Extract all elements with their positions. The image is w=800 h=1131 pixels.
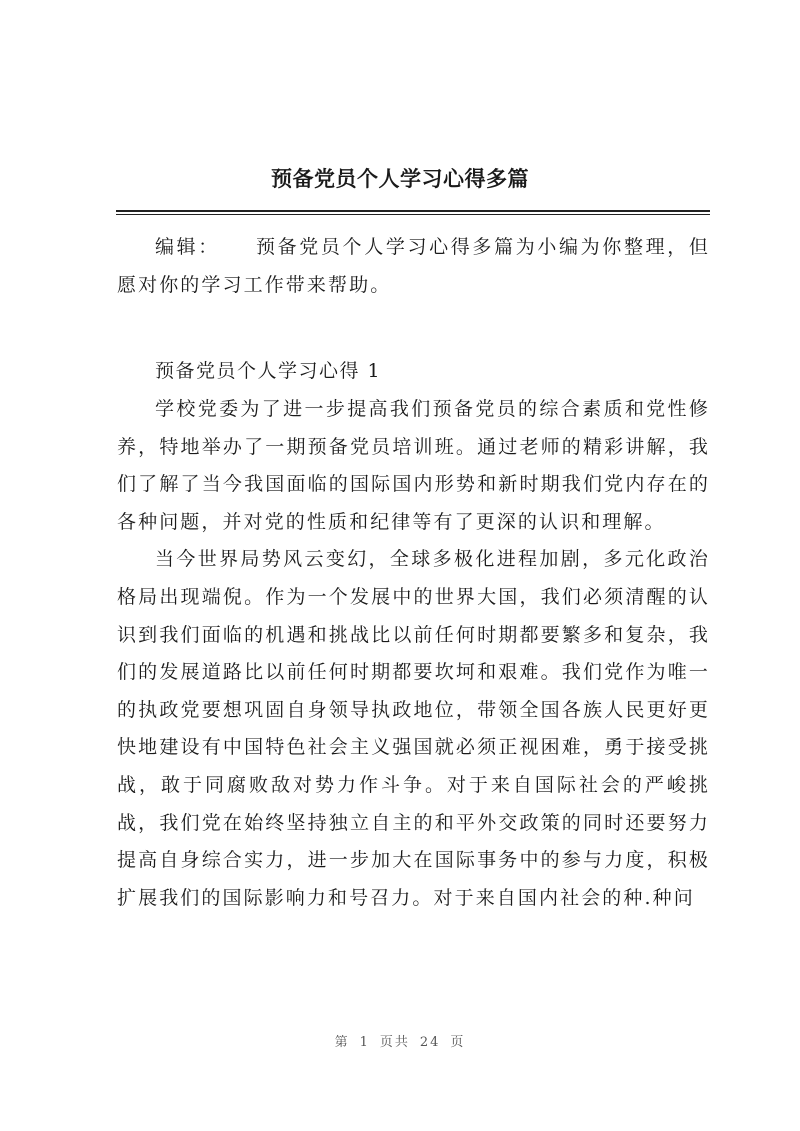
page-footer — [0, 1031, 800, 1050]
editor-paragraph — [117, 229, 710, 304]
section-heading: 预备党员个人学习心得 1 — [155, 360, 382, 382]
title-divider-thin — [116, 214, 710, 215]
article-body — [117, 391, 710, 917]
paragraph-1: 学校党委为了进一步提高我们预备党员的综合素质和党性修养，特地举办了一期预备党员培训班。通过老师的精彩讲解，我们了解了当今我国面临的国际国内形势和新时期我们党内存在的各种问题，并对党的性质和纪律等有了更深的认识和理解。 — [117, 398, 710, 533]
footer-total-pages: 24 — [419, 1035, 441, 1050]
footer-page-number: 1 — [359, 1035, 370, 1050]
title-divider-thick — [116, 210, 710, 212]
editor-text: 预备党员个人学习心得多篇为小编为你整理，但愿对你的学习工作带来帮助。 — [117, 236, 710, 296]
footer-middle: 页共 — [379, 1035, 410, 1050]
page-title: 预备党员个人学习心得多篇 — [271, 166, 529, 191]
editor-note — [117, 229, 710, 304]
footer-prefix: 第 — [334, 1035, 350, 1050]
editor-label: 编辑： — [155, 236, 220, 258]
footer-suffix: 页 — [450, 1035, 466, 1050]
paragraph-2: 当今世界局势风云变幻，全球多极化进程加剧，多元化政治格局出现端倪。作为一个发展中的世界大国，我们必须清醒的认识到我们面临的机遇和挑战比以前任何时期都要繁多和复杂，我们的发展道路比以前任何时期都要坎坷和艰难。我们党作为唯一的执政党要想巩固自身领导执政地位，带领全国各族人民更好更快地建设有中国特色社会主义强国就必须正视困难，勇于接受挑战，敢于同腐败敌对势力作斗争。对于来自国际社会的严峻挑战，我们党在始终坚持独立自主的和平外交政策的同时还要努力提高自身综合实力，进一步加大在国际事务中的参与力度，积极扩展我们的国际影响力和号召力。对于来自国内社会的种.种问 — [117, 548, 710, 909]
